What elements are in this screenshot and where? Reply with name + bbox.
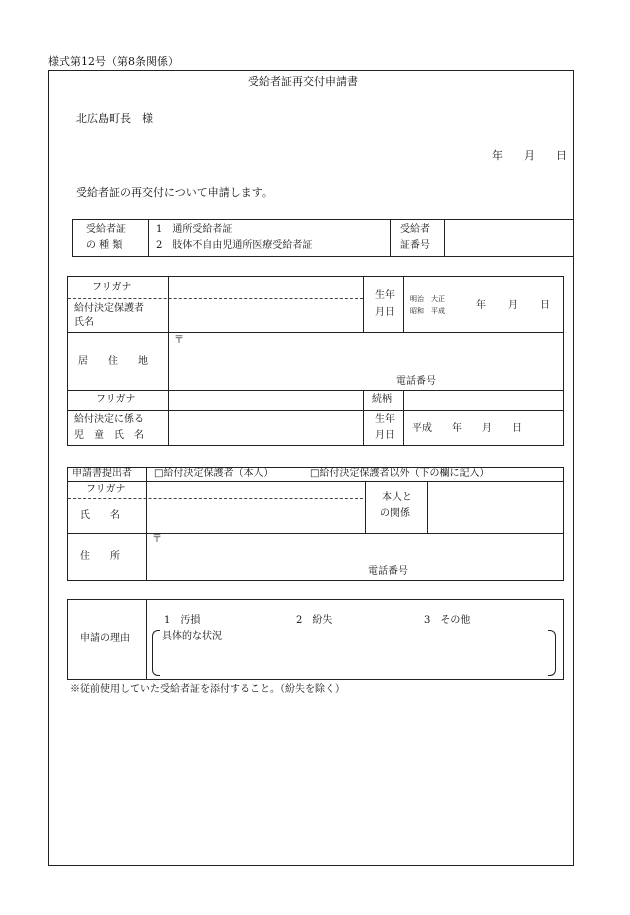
child-birth-label-2: 月日 (375, 430, 395, 441)
guardian-birth-day: 日 (540, 300, 550, 311)
era-options-1: 明治 大正 (410, 295, 445, 303)
submitter-relation-label-2: の関係 (380, 508, 410, 519)
reason-detail-label: 具体的な状況 (162, 631, 222, 642)
residence-label: 居 住 地 (78, 356, 148, 367)
reason-option-3[interactable]: 3 その他 (424, 615, 471, 626)
submitter-relation-label-1: 本人と (382, 492, 412, 503)
guardian-birth-month: 月 (508, 300, 518, 311)
addressee: 北広島町長 様 (76, 112, 153, 125)
child-birth-label-1: 生年 (375, 414, 395, 425)
reason-option-1[interactable]: 1 汚損 (164, 615, 201, 626)
child-furigana-label: フリガナ (96, 394, 136, 405)
child-name-label-1: 給付決定に係る (74, 414, 144, 425)
postal-mark: 〒 (174, 335, 184, 346)
era-options-2: 昭和 平成 (410, 307, 445, 315)
reason-bracket-right (548, 630, 556, 676)
cert-type-label-2: の 種 類 (86, 240, 123, 251)
guardian-name-field[interactable] (170, 278, 362, 330)
form-title: 受給者証再交付申請書 (248, 75, 358, 88)
residence-field[interactable] (170, 334, 562, 388)
submitter-name-field[interactable] (148, 483, 364, 531)
cert-number-label-1: 受給者 (400, 224, 430, 235)
date-day-label: 日 (556, 149, 567, 162)
reason-detail-field[interactable] (162, 646, 546, 674)
cert-number-field[interactable] (446, 221, 572, 255)
submitter-relation-field[interactable] (429, 483, 562, 531)
cert-number-label-2: 証番号 (400, 240, 430, 251)
reason-option-2[interactable]: 2 紛失 (296, 615, 333, 626)
date-month-label: 月 (524, 149, 535, 162)
relation-label: 続柄 (372, 394, 392, 405)
date-year-label: 年 (492, 149, 503, 162)
footnote: ※従前使用していた受給者証を添付すること。（紛失を除く） (70, 684, 345, 695)
submitter-furigana-label: フリガナ (86, 484, 126, 495)
cert-option-2: 2 肢体不自由児通所医療受給者証 (156, 240, 313, 251)
reason-label: 申請の理由 (80, 633, 130, 644)
submitter-address-field[interactable] (148, 535, 562, 579)
residence-phone-label: 電話番号 (396, 376, 436, 387)
checkbox-self[interactable]: □給付決定保護者（本人） (154, 468, 274, 479)
submitter-postal-mark: 〒 (152, 534, 162, 545)
child-birth-value: 平成 年 月 日 (412, 423, 522, 434)
guardian-birth-label-2: 月日 (375, 307, 395, 318)
guardian-birth-label-1: 生年 (375, 290, 395, 301)
intro-text: 受給者証の再交付について申請します。 (76, 186, 273, 199)
reason-bracket-left (152, 630, 160, 676)
cert-type-label-1: 受給者証 (86, 224, 126, 235)
guardian-furigana-label: フリガナ (92, 282, 132, 293)
relation-field[interactable] (405, 392, 562, 408)
cert-option-1: 1 通所受給者証 (156, 224, 233, 235)
child-name-field[interactable] (170, 392, 362, 444)
guardian-name-label-2: 氏名 (74, 317, 94, 328)
submitter-label: 申請書提出者 (72, 468, 132, 479)
guardian-birth-year: 年 (476, 300, 486, 311)
checkbox-other[interactable]: □給付決定保護者以外（下の欄に記入） (310, 468, 490, 479)
submitter-phone-label: 電話番号 (368, 566, 408, 577)
form-number: 様式第12号（第8条関係） (48, 55, 179, 68)
guardian-name-label-1: 給付決定保護者 (74, 303, 144, 314)
submitter-address-label: 住 所 (80, 551, 120, 562)
submitter-name-label: 氏 名 (80, 510, 120, 521)
child-name-label-2: 児 童 氏 名 (74, 430, 144, 441)
